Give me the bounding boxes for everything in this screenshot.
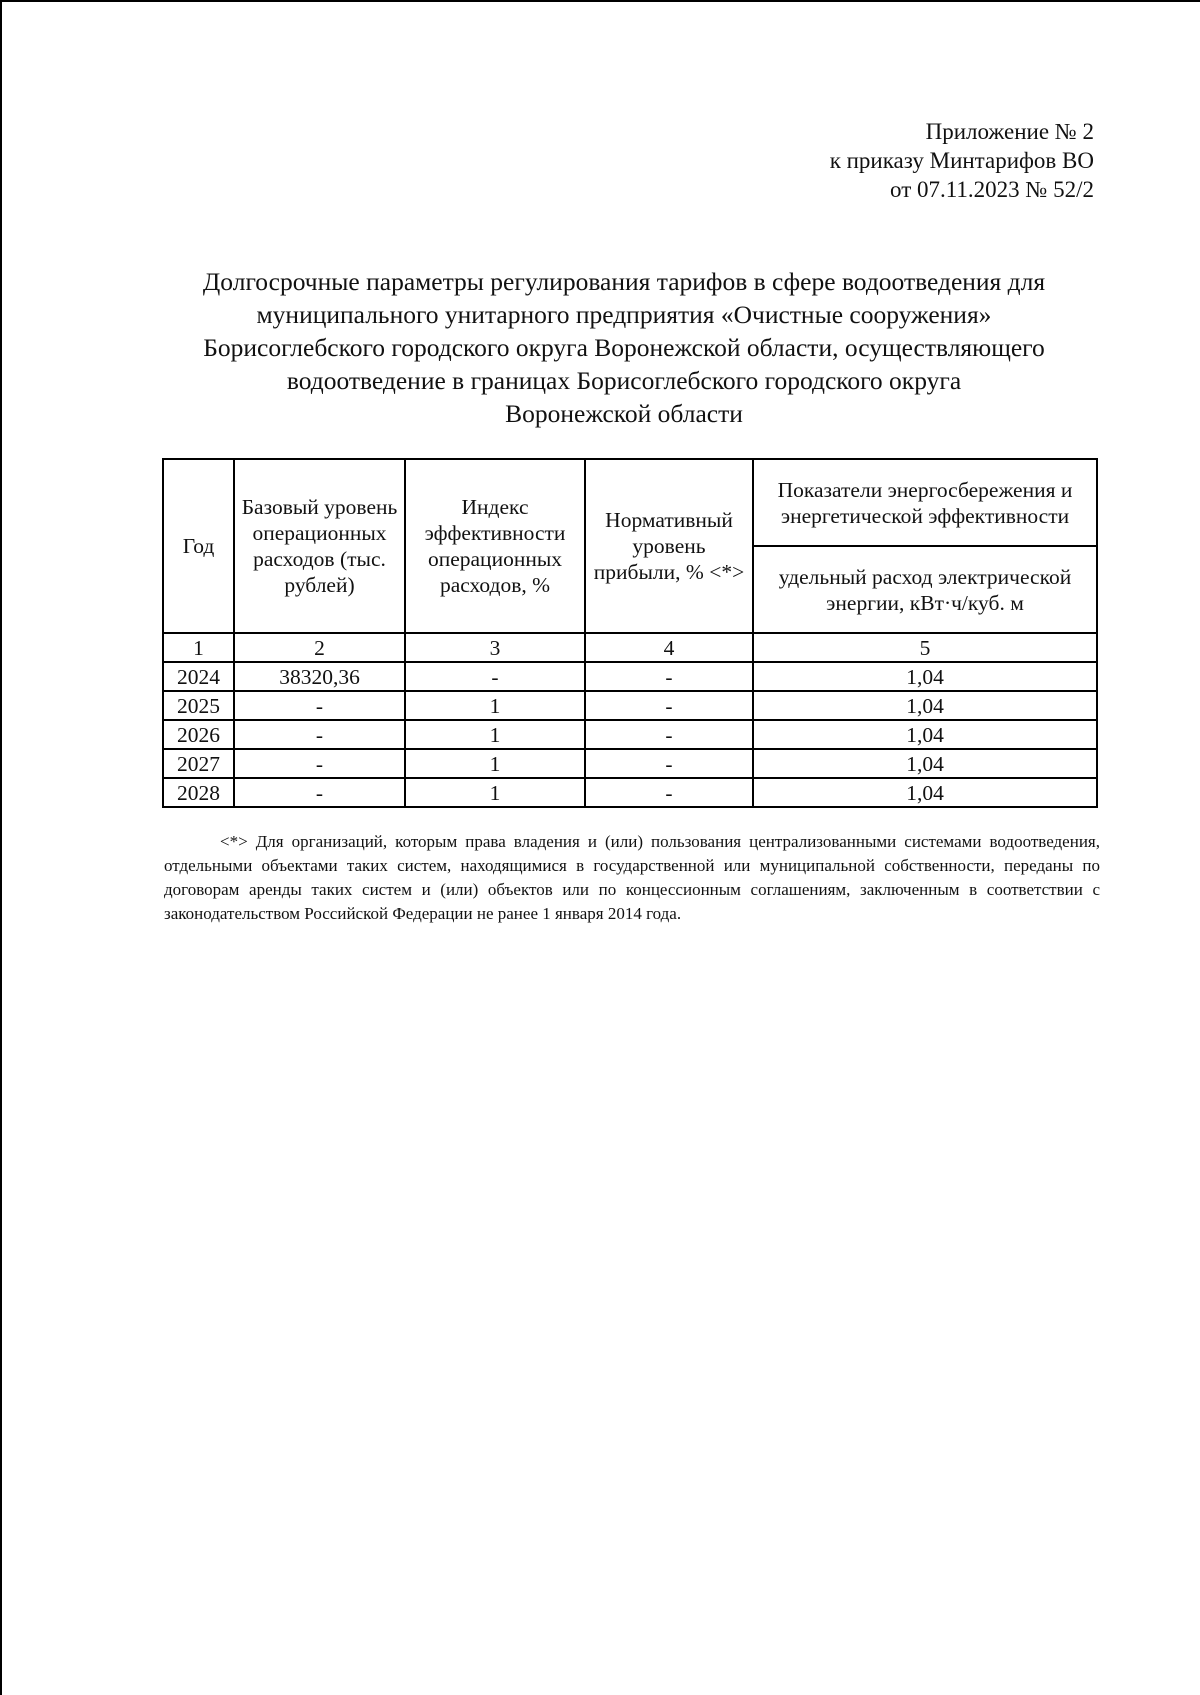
cell-energy: 1,04 — [753, 662, 1097, 691]
document-title — [120, 265, 1128, 430]
column-number: 5 — [753, 633, 1097, 662]
header-energy-consumption: удельный расход электрической энергии, кВт·ч/куб. м — [753, 546, 1097, 633]
cell-energy: 1,04 — [753, 778, 1097, 807]
cell-base: - — [234, 691, 405, 720]
table-row — [163, 720, 1097, 749]
column-number: 4 — [585, 633, 753, 662]
cell-index: 1 — [405, 691, 585, 720]
cell-profit: - — [585, 691, 753, 720]
cell-index: - — [405, 662, 585, 691]
cell-energy: 1,04 — [753, 720, 1097, 749]
cell-base: - — [234, 778, 405, 807]
cell-year: 2028 — [163, 778, 234, 807]
header-base-opex: Базовый уровень операционных расходов (тыс. рублей) — [234, 459, 405, 633]
cell-year: 2024 — [163, 662, 234, 691]
cell-profit: - — [585, 749, 753, 778]
cell-year: 2027 — [163, 749, 234, 778]
column-number: 3 — [405, 633, 585, 662]
cell-year: 2026 — [163, 720, 234, 749]
cell-index: 1 — [405, 778, 585, 807]
title-line: Борисоглебского городского округа Воронежской области, осуществляющего — [203, 333, 1045, 362]
cell-year: 2025 — [163, 691, 234, 720]
appendix-number: Приложение № 2 — [925, 119, 1094, 144]
table-row — [163, 778, 1097, 807]
column-number: 1 — [163, 633, 234, 662]
cell-base: - — [234, 720, 405, 749]
cell-energy: 1,04 — [753, 691, 1097, 720]
cell-index: 1 — [405, 749, 585, 778]
cell-profit: - — [585, 720, 753, 749]
appendix-reference — [830, 117, 1094, 204]
header-year: Год — [163, 459, 234, 633]
table-row — [163, 749, 1097, 778]
cell-base: - — [234, 749, 405, 778]
footnote: <*> Для организаций, которым права владения и (или) пользования централизованными системами водоотведения, отдельными объектами таких систем, находящимися в государственной или муниципальной собственности, переданы по договорам аренды таких систем и (или) объектов или по концессионным соглашениям, заключенным в соответствии с законодательством Российской Федерации не ранее 1 января 2014 года. — [164, 832, 1100, 923]
title-line: муниципального унитарного предприятия «Очистные сооружения» — [256, 300, 992, 329]
title-line: Воронежской области — [505, 399, 743, 428]
cell-profit: - — [585, 662, 753, 691]
cell-index: 1 — [405, 720, 585, 749]
cell-energy: 1,04 — [753, 749, 1097, 778]
cell-profit: - — [585, 778, 753, 807]
title-line: водоотведение в границах Борисоглебского городского округа — [286, 366, 962, 395]
cell-base: 38320,36 — [234, 662, 405, 691]
column-number: 2 — [234, 633, 405, 662]
table-row — [163, 691, 1097, 720]
appendix-order: к приказу Минтарифов ВО — [829, 148, 1094, 173]
parameters-table — [162, 458, 1098, 808]
header-energy-group: Показатели энергосбережения и энергетической эффективности — [753, 459, 1097, 546]
appendix-date: от 07.11.2023 № 52/2 — [890, 177, 1094, 202]
header-profit-level: Нормативный уровень прибыли, % <*> — [585, 459, 753, 633]
title-line: Долгосрочные параметры регулирования тарифов в сфере водоотведения для — [202, 267, 1046, 296]
header-efficiency-index: Индекс эффективности операционных расходов, % — [405, 459, 585, 633]
table-row — [163, 662, 1097, 691]
